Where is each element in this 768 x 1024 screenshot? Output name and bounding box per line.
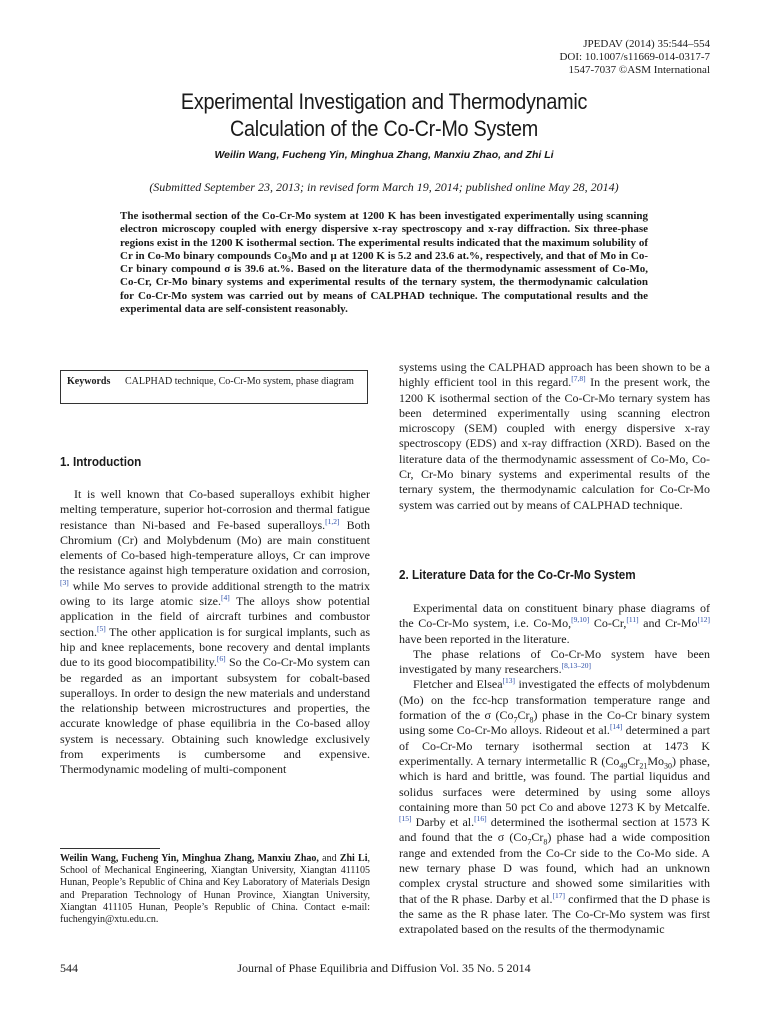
keywords-box xyxy=(60,370,368,404)
subscript: 8 xyxy=(543,837,548,847)
abstract-subscript: 3 xyxy=(287,255,292,265)
subscript: 7 xyxy=(527,837,532,847)
lit-text: ) phase had a wide composition range and extended from the Co-Cr side to the Co-Mo side. A new ternary phase D was found, which had an unknown complex crystal structure and showed some similarities with that of the R phase. Darby et al. xyxy=(399,830,710,906)
lit-text: ) phase in the Co-Cr binary system using some Co-Cr-Mo alloys. Rideout et al. xyxy=(399,708,710,738)
abstract xyxy=(120,210,648,316)
keywords-text: CALPHAD technique, Co-Cr-Mo system, phase diagram xyxy=(125,376,354,387)
introduction-text xyxy=(60,487,370,778)
affiliation-names: Weilin Wang, Fucheng Yin, Minghua Zhang, Manxiu Zhao, xyxy=(60,853,319,864)
citation-ref[interactable]: [14] xyxy=(609,722,623,732)
lit-text: and Cr-Mo xyxy=(638,616,698,631)
page-number: 544 xyxy=(60,961,78,975)
lit-text: Co-Cr, xyxy=(589,616,627,631)
citation-ref[interactable]: [9,10] xyxy=(571,615,590,625)
affiliation-text: , School of Mechanical Engineering, Xiangtan University, Xiangtan 411105 Hunan, People’s Republic of China and Key Laboratory of Materials Design and Preparation Technology of Hunan Province, Xiangtan University, Xiangtan 411105 Hunan, People’s Republic of China. Contact e-mail: fuchengyin@xtu.edu.cn. xyxy=(60,853,370,926)
lit-text: have been reported in the literature. xyxy=(399,631,570,646)
lit-paragraph-3 xyxy=(399,677,710,937)
intro-text-2: Both Chromium (Cr) and Molybdenum (Mo) are main constituent elements of Co-based high-temperature alloys, Cr can improve the resistance against high temperature oxidation and corrosion, xyxy=(60,517,370,578)
introduction-continued xyxy=(399,360,710,513)
subscript: 21 xyxy=(639,761,648,771)
lit-paragraph-2 xyxy=(399,647,710,678)
intro-text-3: while Mo serves to provide additional strength to the matrix owing to its large atomic size. xyxy=(60,578,370,609)
citation-ref[interactable]: [6] xyxy=(216,654,226,664)
citation-ref[interactable]: [1,2] xyxy=(325,516,340,526)
citation-ref[interactable]: [3] xyxy=(60,577,69,587)
title-line-1: Experimental Investigation and Thermodynamic xyxy=(180,89,588,114)
lit-text: Darby et al. xyxy=(411,815,475,830)
citation-ref[interactable]: [7,8] xyxy=(571,374,586,384)
abstract-text-2: Mo and μ at 1200 K is 5.2 and 23.6 at.%, respectively, and that of Mo in Co-Cr binary compound σ is 39.6 at.%. Based on the literature data of the thermodynamic assessment of Co-Mo, Co-Cr, Cr-Mo binary systems and experimental results of the ternary system, the thermodynamic calculation for Co-Cr-Mo system was carried out by means of CALPHAD technique. The computational results and the experimental data are self-consistent reasonably. xyxy=(120,249,649,316)
lit-text: confirmed that the D phase is the same as the R phase later. The Co-Cr-Mo system was first extrapolated based on the results of the thermodynamic xyxy=(399,891,710,937)
lit-paragraph-1 xyxy=(399,601,710,647)
intro-text-5: The other application is for surgical implants, such as hip and knee replacements, bone recovery and dental implants due to its good biocompatibility. xyxy=(60,624,370,670)
lit-text: Cr xyxy=(531,830,544,845)
citation-ref[interactable]: [11] xyxy=(626,615,639,625)
intro-paragraph xyxy=(60,487,370,778)
intro-continued-paragraph xyxy=(399,360,710,513)
abstract-text-1: The isothermal section of the Co-Cr-Mo system at 1200 K has been investigated experimentally using scanning electron microscopy coupled with energy dispersive x-ray spectroscopy and x-ray diffraction. Six three-phase regions exist in the 1200 K isothermal section. The experimental results indicated that the maximum solubility of Cr in Co-Mo binary compounds Co xyxy=(120,210,648,262)
footnote-divider xyxy=(60,848,160,849)
doi[interactable]: DOI: 10.1007/s11669-014-0317-7 xyxy=(559,50,710,63)
lit-text: Cr xyxy=(627,753,640,768)
intro-text-4: The alloys show potential application in the field of aircraft turbines and combustor section. xyxy=(60,594,370,639)
lit-text: Experimental data on constituent binary phase diagrams of the Co-Cr-Mo system, i.e. Co-Mo, xyxy=(399,601,710,631)
running-footer: Journal of Phase Equilibria and Diffusion Vol. 35 No. 5 2014 xyxy=(237,961,531,975)
citation-ref[interactable]: [5] xyxy=(97,623,106,633)
section-heading-literature: 2. Literature Data for the Co-Cr-Mo System xyxy=(399,567,636,582)
literature-text xyxy=(399,601,710,938)
intro-cont-text-2: In the present work, the 1200 K isothermal section of the Co-Cr-Mo ternary system has been determined experimentally using scanning electron microscopy (SEM) coupled with energy dispersive x-ray spectroscopy (EDS) and x-ray diffraction (XRD). Based on the literature data of the thermodynamic assessment of Co-Mo, Co-Cr, Cr-Mo binary systems and experimental results of the ternary system, the thermodynamic calculation for Co-Cr-Mo system was carried out by means of CALPHAD technique. xyxy=(399,375,710,512)
subscript: 30 xyxy=(664,761,673,771)
intro-cont-text-1: systems using the CALPHAD approach has been shown to be a highly efficient tool in this regard. xyxy=(399,360,710,390)
affiliation-and: and xyxy=(318,853,340,864)
lit-text: The phase relations of Co-Cr-Mo system have been investigated by many researchers. xyxy=(399,646,710,677)
lit-text: determined the isothermal section at 1573 K and found that the σ (Co xyxy=(399,815,711,845)
citation-ref[interactable]: [16] xyxy=(474,814,487,824)
lit-text: Fletcher and Elsea xyxy=(413,677,503,692)
journal-meta xyxy=(559,38,710,76)
subscript: 49 xyxy=(619,761,628,771)
issn-copyright: 1547-7037 ©ASM International xyxy=(568,63,710,76)
subscript: 8 xyxy=(529,715,534,725)
lit-text: Mo xyxy=(647,753,665,768)
affiliation-last-author: Zhi Li xyxy=(339,853,368,864)
intro-text-6: So the Co-Cr-Mo system can be regarded as an important subsystem for cobalt-based superalloys. In order to design the new materials and understand the relationship between microstructures and properties, the accurate knowledge of phase equilibria in the Co-based alloy system is necessary. Obtaining such knowledge exclusively from experiments is cumbersome and expensive. Thermodynamic modeling of multi-component xyxy=(60,655,370,777)
author-affiliation xyxy=(60,853,370,926)
lit-text: investigated the effects of molybdenum (Mo) on the fcc-hcp transformation temperature range and formation of the σ (Co xyxy=(399,677,710,723)
citation-ref[interactable]: [17] xyxy=(552,890,565,900)
citation-ref[interactable]: [4] xyxy=(221,593,230,603)
lit-text: Cr xyxy=(517,708,530,723)
section-heading-introduction: 1. Introduction xyxy=(60,454,142,469)
lit-text: determined a part of Co-Cr-Mo ternary isothermal section at 1473 K experimentally. A ternary intermetallic R (Co xyxy=(399,723,710,768)
intro-text-1: It is well known that Co-based superalloys exhibit higher melting temperature, superior hot-corrosion and thermal fatigue resistance than Ni-based and Fe-based superalloys. xyxy=(60,487,370,532)
citation-ref[interactable]: [13] xyxy=(502,676,516,686)
citation-ref[interactable]: [8,13–20] xyxy=(561,661,591,671)
lit-text: ) phase, which is hard and brittle, was found. The partial liquidus and solidus surfaces were determined by using some alloys containing more than 50 pct Co and above 1273 K by Metcalfe. xyxy=(399,753,710,814)
title-line-2: Calculation of the Co-Cr-Mo System xyxy=(230,116,538,141)
citation-ref[interactable]: [12] xyxy=(697,615,710,625)
journal-citation: JPEDAV (2014) 35:544–554 xyxy=(583,38,710,50)
citation-ref[interactable]: [15] xyxy=(399,814,412,824)
subscript: 7 xyxy=(513,715,518,725)
paper-title xyxy=(46,88,722,142)
submission-dates: (Submitted September 23, 2013; in revised form March 19, 2014; published online May 28, 2014) xyxy=(149,180,619,194)
keywords-label: Keywords xyxy=(67,376,111,387)
author-list: Weilin Wang, Fucheng Yin, Minghua Zhang, Manxiu Zhao, and Zhi Li xyxy=(214,149,554,161)
